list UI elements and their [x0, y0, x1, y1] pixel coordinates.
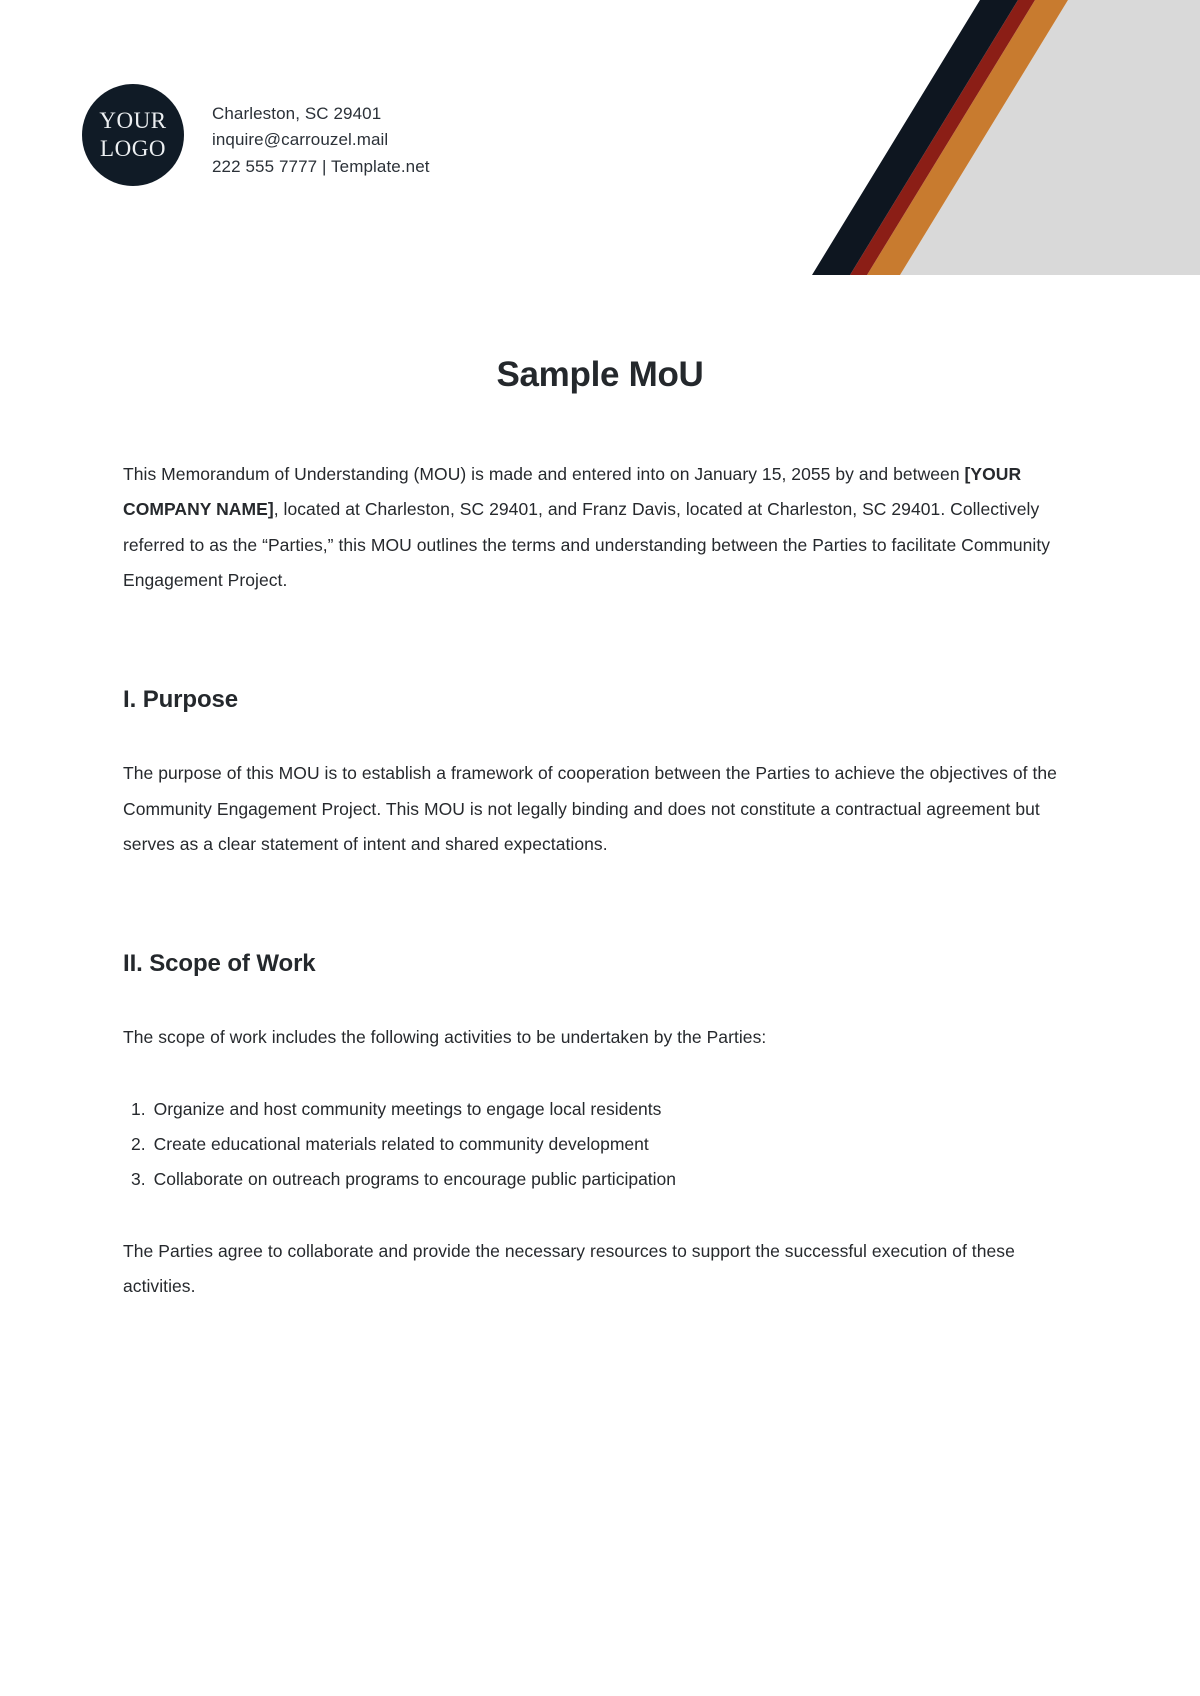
spacer [123, 714, 1077, 756]
list-item [131, 1092, 1077, 1127]
logo-line-2: LOGO [100, 136, 166, 161]
logo-badge [82, 84, 184, 186]
logo-line-1: YOUR [99, 107, 167, 133]
spacer [123, 1056, 1077, 1092]
list-item-number: 3. [131, 1169, 146, 1190]
spacer [123, 1198, 1077, 1234]
corner-stripes-svg [780, 0, 1200, 275]
spacer [123, 598, 1077, 686]
stripe-gray [900, 0, 1200, 275]
section-heading-scope-of-work: II. Scope of Work [123, 950, 316, 978]
stripe-red [850, 0, 1035, 275]
contact-info [212, 84, 430, 180]
intro-text-part-2: , located at Charleston, SC 29401, and Franz Davis, located at Charleston, SC 29401. Collectively referred to as the “Parties,” this MOU outlines the terms and understanding between the Parties to facilitate Community Engagement Project. [123, 499, 1051, 591]
contact-phone-website: 222 555 7777 | Template.net [212, 156, 430, 176]
list-item-label: Collaborate on outreach programs to encourage public participation [153, 1169, 677, 1190]
spacer [123, 978, 1077, 1020]
section-body-purpose: The purpose of this MOU is to establish a framework of cooperation between the Parties to achieve the objectives of the Community Engagement Project. This MOU is not legally binding and does not constitute a contractual agreement but serves as a clear statement of intent and shared expectations. [123, 763, 1057, 855]
document-body [0, 355, 1200, 1304]
list-item-number: 1. [131, 1098, 146, 1119]
scope-of-work-list [123, 1092, 1077, 1198]
list-item-number: 2. [131, 1134, 146, 1155]
list-item [131, 1162, 1077, 1197]
section-heading-purpose: I. Purpose [123, 686, 239, 714]
corner-decoration [780, 0, 1200, 275]
page-title: Sample MoU [496, 355, 704, 394]
company-name-placeholder: [YOUR COMPANY NAME] [123, 464, 1022, 520]
list-item-label: Organize and host community meetings to engage local residents [153, 1098, 662, 1119]
letterhead [82, 84, 430, 186]
scope-closing-paragraph: The Parties agree to collaborate and provide the necessary resources to support the successful execution of these activities. [123, 1240, 1015, 1297]
intro-text-part-1: This Memorandum of Understanding (MOU) is made and entered into on January 15, 2055 by and between [123, 464, 965, 484]
spacer [123, 862, 1077, 950]
list-item-label: Create educational materials related to community development [153, 1134, 649, 1155]
intro-paragraph [123, 457, 1077, 598]
contact-email: inquire@carrouzel.mail [212, 130, 389, 150]
stripe-orange [867, 0, 1068, 275]
stripe-dark [812, 0, 1018, 275]
contact-address: Charleston, SC 29401 [212, 104, 382, 123]
list-item [131, 1127, 1077, 1162]
scope-intro-paragraph: The scope of work includes the following activities to be undertaken by the Parties: [123, 1027, 767, 1048]
